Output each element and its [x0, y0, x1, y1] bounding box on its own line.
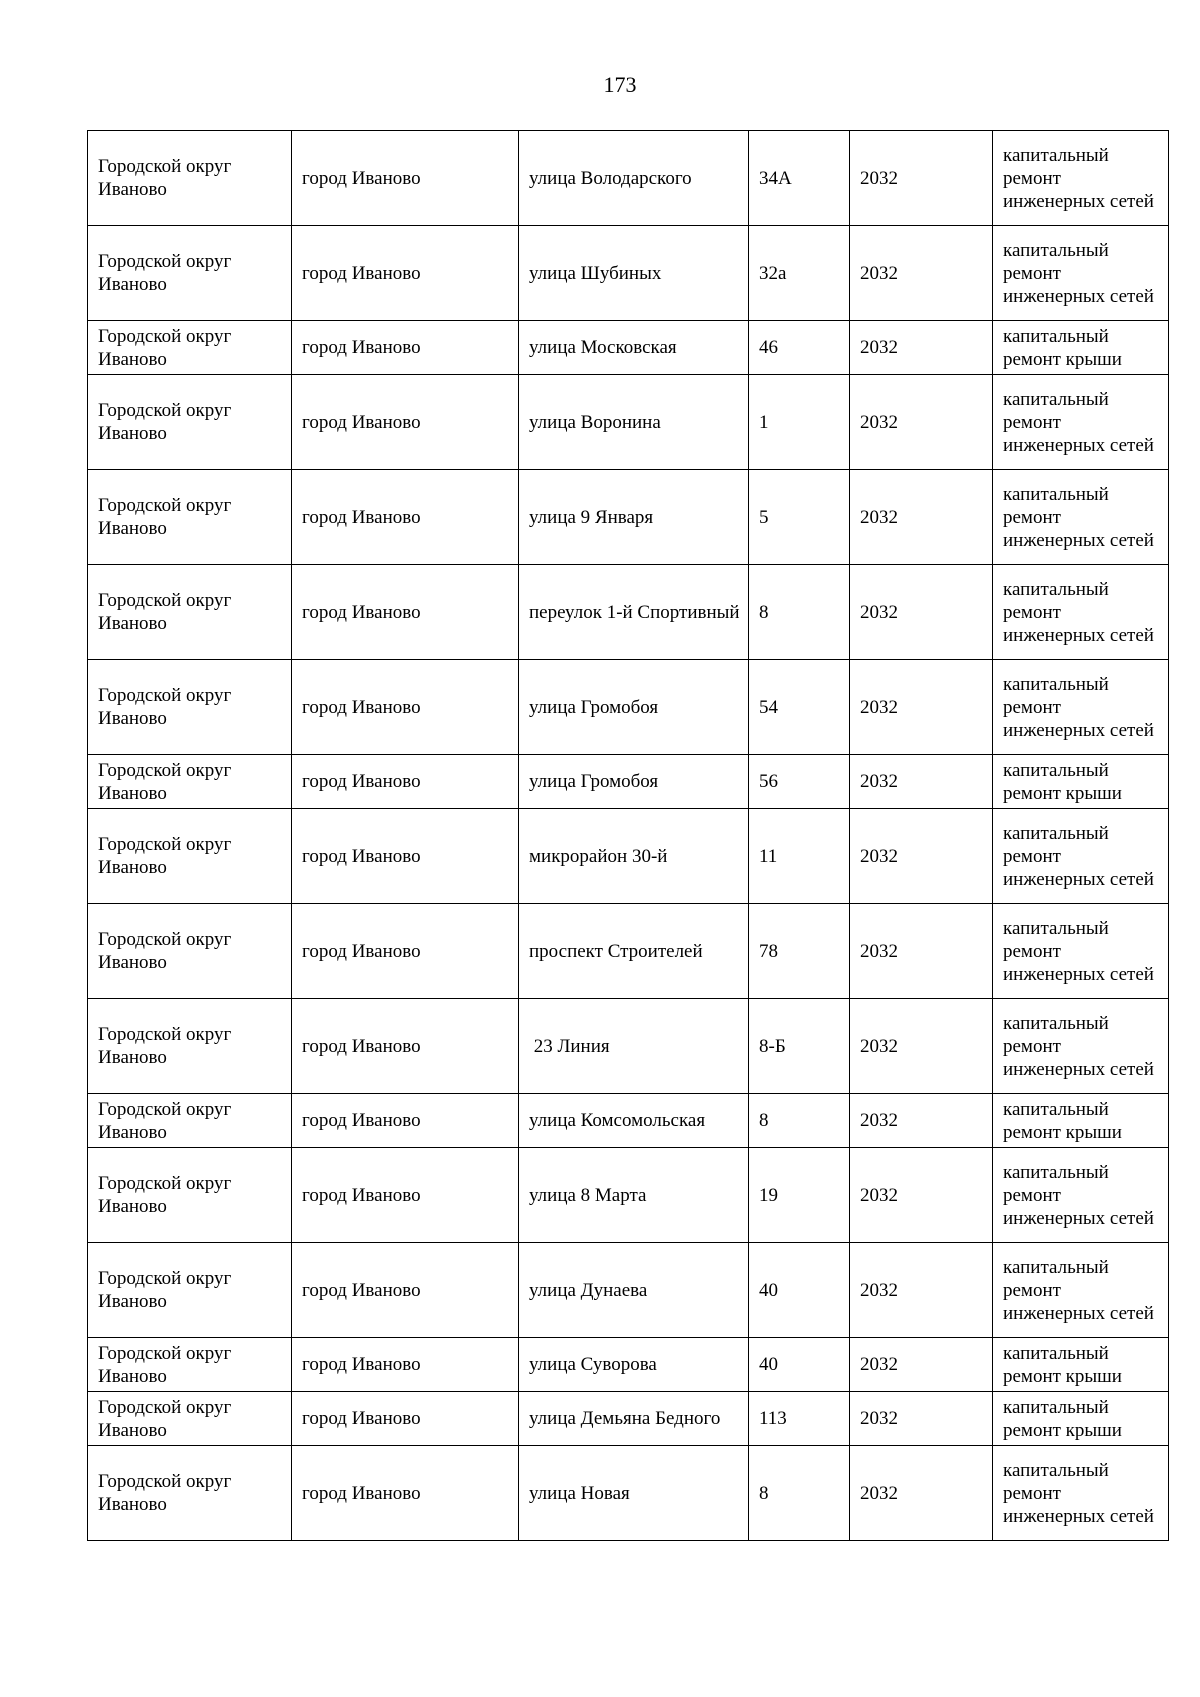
cell-district: Городской округ Иваново — [88, 1446, 292, 1541]
cell-house: 11 — [749, 809, 850, 904]
table-row — [88, 321, 1169, 375]
table-row — [88, 470, 1169, 565]
cell-city: город Иваново — [292, 1148, 519, 1243]
cell-work-type: капитальный ремонт инженерных сетей — [993, 999, 1169, 1094]
cell-house: 1 — [749, 375, 850, 470]
cell-district: Городской округ Иваново — [88, 226, 292, 321]
cell-year: 2032 — [850, 1392, 993, 1446]
cell-street: улица Воронина — [519, 375, 749, 470]
table-row — [88, 809, 1169, 904]
table-row — [88, 660, 1169, 755]
cell-district: Городской округ Иваново — [88, 660, 292, 755]
table-row — [88, 1338, 1169, 1392]
cell-city: город Иваново — [292, 1094, 519, 1148]
cell-work-type: капитальный ремонт инженерных сетей — [993, 470, 1169, 565]
cell-work-type: капитальный ремонт инженерных сетей — [993, 809, 1169, 904]
cell-street: улица Суворова — [519, 1338, 749, 1392]
cell-street: улица Дунаева — [519, 1243, 749, 1338]
cell-district: Городской округ Иваново — [88, 999, 292, 1094]
cell-city: город Иваново — [292, 470, 519, 565]
cell-district: Городской округ Иваново — [88, 755, 292, 809]
cell-work-type: капитальный ремонт инженерных сетей — [993, 1446, 1169, 1541]
cell-district: Городской округ Иваново — [88, 131, 292, 226]
cell-work-type: капитальный ремонт инженерных сетей — [993, 226, 1169, 321]
cell-year: 2032 — [850, 321, 993, 375]
cell-year: 2032 — [850, 1338, 993, 1392]
cell-house: 40 — [749, 1243, 850, 1338]
cell-district: Городской округ Иваново — [88, 904, 292, 999]
table-row — [88, 1392, 1169, 1446]
cell-work-type: капитальный ремонт крыши — [993, 755, 1169, 809]
cell-city: город Иваново — [292, 809, 519, 904]
cell-work-type: капитальный ремонт инженерных сетей — [993, 131, 1169, 226]
cell-year: 2032 — [850, 904, 993, 999]
cell-district: Городской округ Иваново — [88, 1243, 292, 1338]
cell-street: улица Московская — [519, 321, 749, 375]
cell-work-type: капитальный ремонт инженерных сетей — [993, 660, 1169, 755]
table-row — [88, 375, 1169, 470]
cell-house: 78 — [749, 904, 850, 999]
cell-street: улица Шубиных — [519, 226, 749, 321]
cell-year: 2032 — [850, 1446, 993, 1541]
cell-street: переулок 1-й Спортивный — [519, 565, 749, 660]
cell-year: 2032 — [850, 755, 993, 809]
table-row — [88, 565, 1169, 660]
cell-work-type: капитальный ремонт инженерных сетей — [993, 1243, 1169, 1338]
cell-city: город Иваново — [292, 1392, 519, 1446]
cell-city: город Иваново — [292, 1243, 519, 1338]
cell-work-type: капитальный ремонт крыши — [993, 1392, 1169, 1446]
cell-house: 8-Б — [749, 999, 850, 1094]
cell-house: 5 — [749, 470, 850, 565]
page-number: 173 — [603, 72, 637, 97]
cell-house: 40 — [749, 1338, 850, 1392]
cell-district: Городской округ Иваново — [88, 1148, 292, 1243]
cell-street: проспект Строителей — [519, 904, 749, 999]
cell-city: город Иваново — [292, 1338, 519, 1392]
cell-city: город Иваново — [292, 755, 519, 809]
cell-district: Городской округ Иваново — [88, 1094, 292, 1148]
cell-city: город Иваново — [292, 375, 519, 470]
cell-house: 34А — [749, 131, 850, 226]
cell-work-type: капитальный ремонт инженерных сетей — [993, 375, 1169, 470]
cell-year: 2032 — [850, 1094, 993, 1148]
cell-house: 46 — [749, 321, 850, 375]
cell-street: улица Громобоя — [519, 755, 749, 809]
cell-year: 2032 — [850, 226, 993, 321]
cell-work-type: капитальный ремонт крыши — [993, 1338, 1169, 1392]
cell-year: 2032 — [850, 131, 993, 226]
cell-district: Городской округ Иваново — [88, 321, 292, 375]
cell-year: 2032 — [850, 660, 993, 755]
cell-year: 2032 — [850, 375, 993, 470]
cell-city: город Иваново — [292, 226, 519, 321]
cell-district: Городской округ Иваново — [88, 1338, 292, 1392]
cell-city: город Иваново — [292, 131, 519, 226]
cell-year: 2032 — [850, 565, 993, 660]
cell-city: город Иваново — [292, 1446, 519, 1541]
cell-district: Городской округ Иваново — [88, 1392, 292, 1446]
table-row — [88, 1446, 1169, 1541]
table-row — [88, 1243, 1169, 1338]
cell-work-type: капитальный ремонт инженерных сетей — [993, 904, 1169, 999]
cell-street: улица Громобоя — [519, 660, 749, 755]
cell-street: улица Демьяна Бедного — [519, 1392, 749, 1446]
cell-year: 2032 — [850, 809, 993, 904]
cell-house: 8 — [749, 1094, 850, 1148]
table-row — [88, 999, 1169, 1094]
cell-work-type: капитальный ремонт крыши — [993, 321, 1169, 375]
cell-city: город Иваново — [292, 999, 519, 1094]
cell-house: 54 — [749, 660, 850, 755]
cell-district: Городской округ Иваново — [88, 809, 292, 904]
cell-house: 32а — [749, 226, 850, 321]
table-row — [88, 1148, 1169, 1243]
cell-work-type: капитальный ремонт инженерных сетей — [993, 1148, 1169, 1243]
table-row — [88, 226, 1169, 321]
cell-house: 113 — [749, 1392, 850, 1446]
cell-district: Городской округ Иваново — [88, 565, 292, 660]
housing-repair-table — [87, 130, 1169, 1541]
cell-year: 2032 — [850, 1243, 993, 1338]
cell-work-type: капитальный ремонт инженерных сетей — [993, 565, 1169, 660]
cell-city: город Иваново — [292, 321, 519, 375]
cell-street: улица Новая — [519, 1446, 749, 1541]
cell-street: 23 Линия — [519, 999, 749, 1094]
cell-year: 2032 — [850, 1148, 993, 1243]
cell-work-type: капитальный ремонт крыши — [993, 1094, 1169, 1148]
table-row — [88, 755, 1169, 809]
table-row — [88, 904, 1169, 999]
cell-house: 8 — [749, 1446, 850, 1541]
cell-city: город Иваново — [292, 565, 519, 660]
cell-house: 56 — [749, 755, 850, 809]
table-row — [88, 131, 1169, 226]
cell-street: улица 9 Января — [519, 470, 749, 565]
table-row — [88, 1094, 1169, 1148]
cell-year: 2032 — [850, 999, 993, 1094]
cell-city: город Иваново — [292, 904, 519, 999]
cell-street: улица Володарского — [519, 131, 749, 226]
cell-house: 19 — [749, 1148, 850, 1243]
cell-district: Городской округ Иваново — [88, 470, 292, 565]
cell-street: улица Комсомольская — [519, 1094, 749, 1148]
cell-house: 8 — [749, 565, 850, 660]
cell-street: улица 8 Марта — [519, 1148, 749, 1243]
table-body — [88, 131, 1169, 1541]
cell-year: 2032 — [850, 470, 993, 565]
cell-city: город Иваново — [292, 660, 519, 755]
cell-street: микрорайон 30-й — [519, 809, 749, 904]
cell-district: Городской округ Иваново — [88, 375, 292, 470]
